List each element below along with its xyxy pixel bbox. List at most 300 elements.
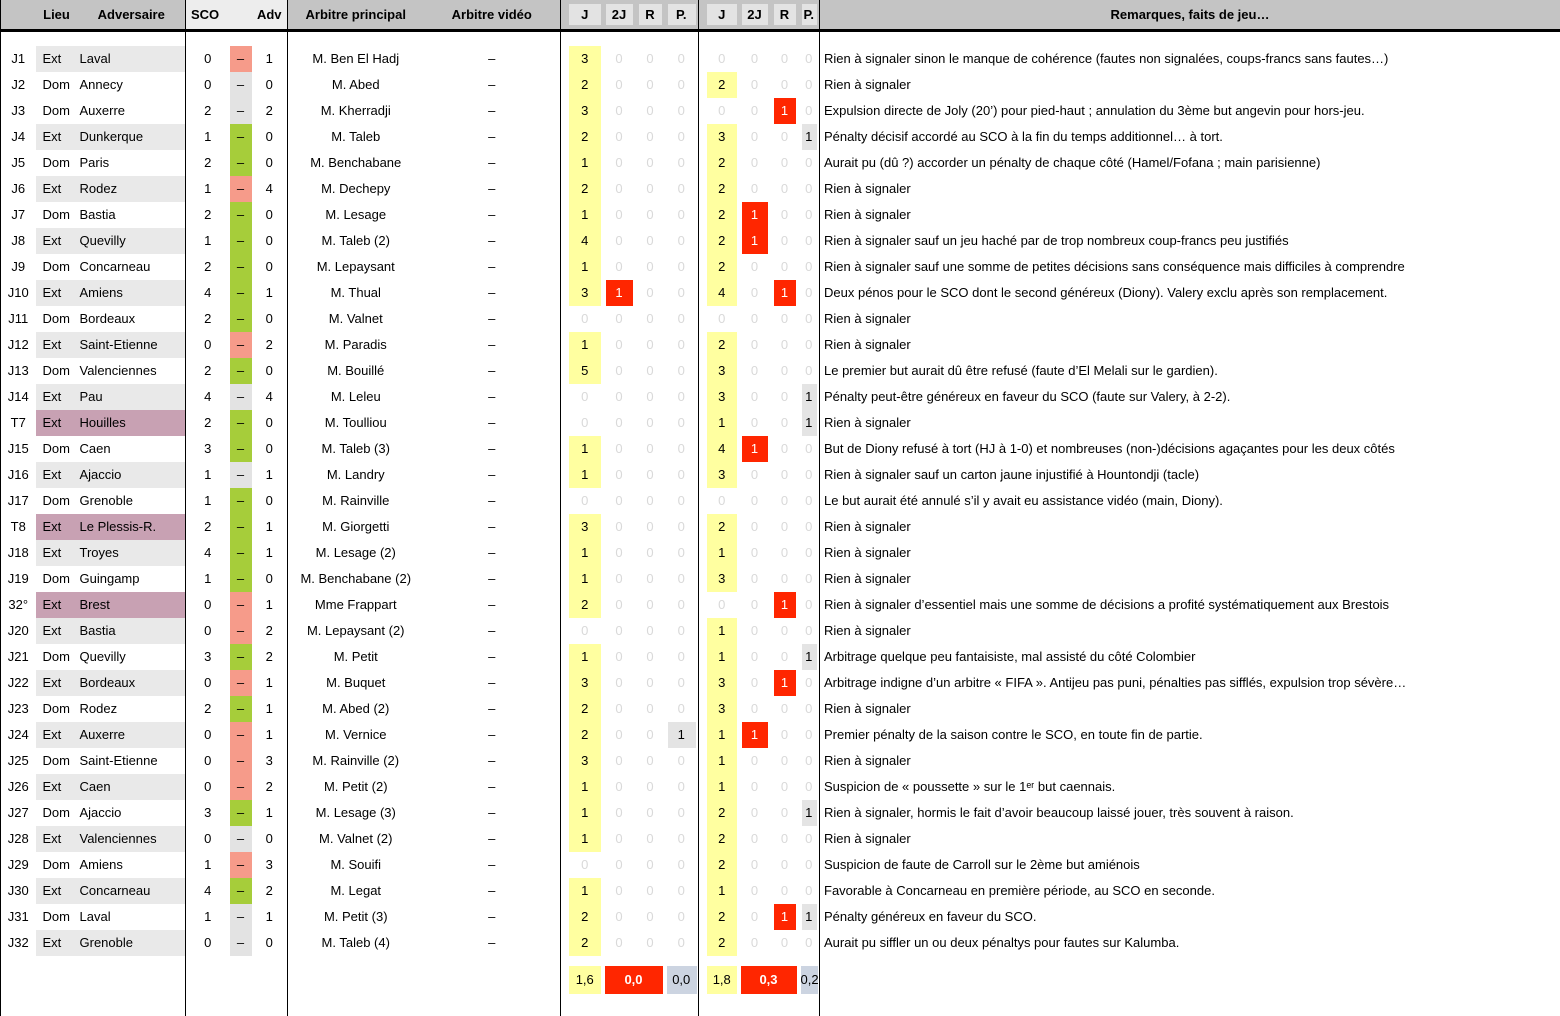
sco-score: 1	[186, 124, 230, 150]
sco-card-r: 0	[636, 306, 665, 332]
sco-card-j: 3	[561, 748, 603, 774]
adv-card-2j: 0	[739, 592, 771, 618]
sco-score: 0	[186, 748, 230, 774]
header-sco: SCO	[186, 0, 230, 30]
adversaire-cell: Guingamp	[78, 566, 186, 592]
sco-card-2j: 0	[603, 930, 636, 956]
score-separator: –	[230, 540, 252, 566]
adv-card-2j: 0	[739, 904, 771, 930]
lieu-cell: Ext	[36, 410, 78, 436]
match-label: J16	[1, 462, 36, 488]
adv-card-j: 0	[699, 592, 739, 618]
sco-card-p: 0	[665, 488, 699, 514]
lieu-cell: Dom	[36, 488, 78, 514]
score-separator: –	[230, 46, 252, 72]
adv-score: 0	[252, 826, 288, 852]
adv-card-p: 0	[799, 332, 820, 358]
sco-card-2j: 0	[603, 202, 636, 228]
arbitre-video-cell: –	[424, 644, 561, 670]
lieu-cell: Dom	[36, 306, 78, 332]
adv-card-p: 0	[799, 618, 820, 644]
sco-card-2j: 0	[603, 410, 636, 436]
sco-card-p: 0	[665, 202, 699, 228]
sco-card-j: 1	[561, 800, 603, 826]
adv-card-r: 0	[771, 332, 799, 358]
lieu-cell: Dom	[36, 202, 78, 228]
lieu-cell: Ext	[36, 46, 78, 72]
summary-adversaire-cell	[78, 966, 186, 994]
score-separator: –	[230, 332, 252, 358]
header-arbitre-video: Arbitre vidéo	[424, 0, 561, 30]
match-row	[1, 514, 1560, 540]
match-row	[1, 306, 1560, 332]
score-separator: –	[230, 410, 252, 436]
arbitre-principal-cell: M. Paradis	[288, 332, 424, 358]
adv-card-p: 0	[799, 306, 820, 332]
adv-card-r: 1	[771, 280, 799, 306]
sco-card-j: 2	[561, 176, 603, 202]
match-label: J25	[1, 748, 36, 774]
lieu-cell: Ext	[36, 228, 78, 254]
summary-adv-red-avg: 0,3	[739, 966, 799, 994]
match-label: J10	[1, 280, 36, 306]
adv-score: 1	[252, 280, 288, 306]
remark-cell: Rien à signaler	[820, 696, 1560, 722]
adv-score: 0	[252, 254, 288, 280]
adv-card-p: 1	[799, 800, 820, 826]
arbitre-principal-cell: Mme Frappart	[288, 592, 424, 618]
sco-score: 1	[186, 176, 230, 202]
arbitre-video-cell: –	[424, 696, 561, 722]
arbitre-video-cell: –	[424, 202, 561, 228]
adv-card-2j: 1	[739, 436, 771, 462]
sco-card-j: 1	[561, 540, 603, 566]
adv-card-j: 2	[699, 176, 739, 202]
sco-card-2j: 0	[603, 774, 636, 800]
lieu-cell: Dom	[36, 566, 78, 592]
sco-score: 4	[186, 280, 230, 306]
sco-card-r: 0	[636, 410, 665, 436]
lieu-cell: Ext	[36, 540, 78, 566]
match-row	[1, 46, 1560, 72]
remark-cell: But de Diony refusé à tort (HJ à 1-0) et nombreuses (non-)décisions agaçantes pour les deux côtés	[820, 436, 1560, 462]
sco-card-r: 0	[636, 280, 665, 306]
arbitre-principal-cell: M. Landry	[288, 462, 424, 488]
adv-card-j: 1	[699, 410, 739, 436]
header-adv-p: P.	[799, 0, 820, 30]
adv-card-j: 2	[699, 202, 739, 228]
remark-cell: Rien à signaler	[820, 176, 1560, 202]
arbitre-principal-cell: M. Legat	[288, 878, 424, 904]
sco-card-r: 0	[636, 748, 665, 774]
sco-score: 0	[186, 722, 230, 748]
adv-card-r: 0	[771, 488, 799, 514]
adversaire-cell: Ajaccio	[78, 800, 186, 826]
sco-score: 0	[186, 592, 230, 618]
match-row	[1, 800, 1560, 826]
adv-card-j: 2	[699, 72, 739, 98]
score-separator: –	[230, 774, 252, 800]
sco-card-p: 0	[665, 748, 699, 774]
score-separator: –	[230, 72, 252, 98]
spacer-row	[1, 956, 1560, 966]
sco-card-p: 0	[665, 358, 699, 384]
arbitre-principal-cell: M. Abed	[288, 72, 424, 98]
adv-card-j: 3	[699, 124, 739, 150]
match-label: J17	[1, 488, 36, 514]
adv-score: 1	[252, 592, 288, 618]
sco-card-2j: 0	[603, 176, 636, 202]
sco-card-2j: 0	[603, 800, 636, 826]
summary-sco-yellow-avg: 1,6	[561, 966, 603, 994]
sco-card-r: 0	[636, 774, 665, 800]
sco-card-p: 0	[665, 826, 699, 852]
score-separator: –	[230, 670, 252, 696]
adversaire-cell: Valenciennes	[78, 826, 186, 852]
adv-score: 1	[252, 462, 288, 488]
arbitre-video-cell: –	[424, 566, 561, 592]
lieu-cell: Dom	[36, 436, 78, 462]
match-row	[1, 930, 1560, 956]
lieu-cell: Ext	[36, 774, 78, 800]
remark-cell: Suspicion de faute de Carroll sur le 2ème but amiénois	[820, 852, 1560, 878]
remark-cell: Rien à signaler, hormis le fait d’avoir beaucoup laissé jouer, très souvent à raison.	[820, 800, 1560, 826]
sco-card-p: 0	[665, 124, 699, 150]
adv-card-2j: 0	[739, 618, 771, 644]
match-label: J2	[1, 72, 36, 98]
arbitre-video-cell: –	[424, 774, 561, 800]
sco-card-j: 1	[561, 254, 603, 280]
remark-cell: Rien à signaler	[820, 72, 1560, 98]
arbitre-video-cell: –	[424, 462, 561, 488]
match-row	[1, 150, 1560, 176]
sco-card-j: 0	[561, 384, 603, 410]
sco-card-p: 0	[665, 566, 699, 592]
adv-card-r: 0	[771, 852, 799, 878]
header-adv: Adv	[252, 0, 288, 30]
adv-card-p: 0	[799, 436, 820, 462]
arbitre-video-cell: –	[424, 748, 561, 774]
adv-score: 3	[252, 852, 288, 878]
adv-card-j: 2	[699, 800, 739, 826]
match-row	[1, 852, 1560, 878]
sco-score: 4	[186, 540, 230, 566]
score-separator: –	[230, 644, 252, 670]
score-separator: –	[230, 826, 252, 852]
arbitre-principal-cell: M. Valnet	[288, 306, 424, 332]
arbitre-principal-cell: M. Taleb (4)	[288, 930, 424, 956]
sco-card-j: 0	[561, 852, 603, 878]
adv-score: 0	[252, 488, 288, 514]
remark-cell: Arbitrage indigne d’un arbitre « FIFA ». Antijeu pas puni, pénalties pas sifflés, expulsion trop sévère…	[820, 670, 1560, 696]
score-separator: –	[230, 462, 252, 488]
adv-card-2j: 0	[739, 124, 771, 150]
adv-score: 1	[252, 514, 288, 540]
adv-card-p: 0	[799, 774, 820, 800]
arbitre-video-cell: –	[424, 150, 561, 176]
sco-card-j: 0	[561, 306, 603, 332]
adv-card-2j: 0	[739, 462, 771, 488]
adv-card-r: 0	[771, 800, 799, 826]
match-rows	[1, 30, 1560, 966]
header-sep	[230, 0, 252, 30]
sco-card-r: 0	[636, 800, 665, 826]
adv-score: 0	[252, 150, 288, 176]
match-row	[1, 332, 1560, 358]
adv-card-r: 0	[771, 878, 799, 904]
match-row	[1, 878, 1560, 904]
adv-card-2j: 0	[739, 306, 771, 332]
adv-card-r: 1	[771, 592, 799, 618]
adv-card-j: 1	[699, 618, 739, 644]
arbitre-video-cell: –	[424, 72, 561, 98]
score-separator: –	[230, 618, 252, 644]
adv-score: 0	[252, 436, 288, 462]
lieu-cell: Dom	[36, 254, 78, 280]
sco-score: 2	[186, 98, 230, 124]
remark-cell: Rien à signaler sauf un jeu haché par de trop nombreux coup-francs peu justifiés	[820, 228, 1560, 254]
sco-card-r: 0	[636, 124, 665, 150]
sco-card-r: 0	[636, 228, 665, 254]
adversaire-cell: Laval	[78, 46, 186, 72]
arbitre-principal-cell: M. Lesage (2)	[288, 540, 424, 566]
sco-card-2j: 0	[603, 696, 636, 722]
remark-cell: Deux pénos pour le SCO dont le second généreux (Diony). Valery exclu après son remplacement.	[820, 280, 1560, 306]
arbitre-video-cell: –	[424, 46, 561, 72]
match-label: J11	[1, 306, 36, 332]
lieu-cell: Ext	[36, 722, 78, 748]
adv-card-p: 0	[799, 202, 820, 228]
match-label: J9	[1, 254, 36, 280]
remark-cell: Rien à signaler	[820, 306, 1560, 332]
sco-score: 2	[186, 410, 230, 436]
remark-cell: Aurait pu siffler un ou deux pénaltys pour fautes sur Kalumba.	[820, 930, 1560, 956]
remark-cell: Rien à signaler sinon le manque de cohérence (fautes non signalées, coups-francs sans fautes…)	[820, 46, 1560, 72]
remark-cell: Rien à signaler	[820, 826, 1560, 852]
adv-card-r: 0	[771, 358, 799, 384]
adv-score: 2	[252, 98, 288, 124]
lieu-cell: Ext	[36, 462, 78, 488]
sco-card-r: 0	[636, 384, 665, 410]
arbitre-principal-cell: M. Souifi	[288, 852, 424, 878]
adv-card-r: 0	[771, 72, 799, 98]
summary-sco-penalty-avg: 0,0	[665, 966, 699, 994]
adv-card-2j: 0	[739, 176, 771, 202]
sco-card-2j: 0	[603, 514, 636, 540]
adv-card-r: 0	[771, 540, 799, 566]
adv-score: 0	[252, 124, 288, 150]
sco-card-p: 0	[665, 878, 699, 904]
arbitre-principal-cell: M. Taleb	[288, 124, 424, 150]
arbitre-video-cell: –	[424, 98, 561, 124]
adv-card-p: 0	[799, 72, 820, 98]
sco-card-r: 0	[636, 904, 665, 930]
lieu-cell: Ext	[36, 618, 78, 644]
adv-card-2j: 0	[739, 930, 771, 956]
remark-cell: Rien à signaler	[820, 618, 1560, 644]
adv-card-r: 0	[771, 410, 799, 436]
sco-score: 3	[186, 800, 230, 826]
sco-card-j: 2	[561, 124, 603, 150]
lieu-cell: Dom	[36, 748, 78, 774]
adv-card-p: 0	[799, 852, 820, 878]
adversaire-cell: Ajaccio	[78, 462, 186, 488]
header-sco-2j: 2J	[603, 0, 636, 30]
adv-card-2j: 0	[739, 852, 771, 878]
adv-score: 4	[252, 384, 288, 410]
adversaire-cell: Quevilly	[78, 228, 186, 254]
adversaire-cell: Auxerre	[78, 98, 186, 124]
adversaire-cell: Bastia	[78, 618, 186, 644]
adv-card-2j: 0	[739, 410, 771, 436]
score-separator: –	[230, 930, 252, 956]
score-separator: –	[230, 722, 252, 748]
sco-score: 0	[186, 826, 230, 852]
adversaire-cell: Annecy	[78, 72, 186, 98]
adv-card-r: 0	[771, 644, 799, 670]
match-row	[1, 124, 1560, 150]
adv-card-r: 0	[771, 774, 799, 800]
match-label: J8	[1, 228, 36, 254]
adv-card-r: 0	[771, 436, 799, 462]
lieu-cell: Dom	[36, 358, 78, 384]
adv-score: 0	[252, 410, 288, 436]
remark-cell: Premier pénalty de la saison contre le SCO, en toute fin de partie.	[820, 722, 1560, 748]
sco-card-j: 2	[561, 72, 603, 98]
arbitre-video-cell: –	[424, 800, 561, 826]
adversaire-cell: Paris	[78, 150, 186, 176]
adv-card-j: 1	[699, 540, 739, 566]
adv-card-j: 4	[699, 436, 739, 462]
score-separator: –	[230, 436, 252, 462]
match-label: T8	[1, 514, 36, 540]
sco-card-r: 0	[636, 696, 665, 722]
adv-card-j: 3	[699, 358, 739, 384]
adv-card-r: 0	[771, 826, 799, 852]
arbitre-video-cell: –	[424, 228, 561, 254]
adversaire-cell: Houilles	[78, 410, 186, 436]
adv-card-j: 2	[699, 514, 739, 540]
match-row	[1, 722, 1560, 748]
adv-card-j: 2	[699, 852, 739, 878]
sco-score: 0	[186, 332, 230, 358]
sco-card-r: 0	[636, 436, 665, 462]
match-row	[1, 202, 1560, 228]
adv-card-2j: 0	[739, 332, 771, 358]
sco-card-2j: 0	[603, 254, 636, 280]
match-row	[1, 358, 1560, 384]
sco-card-r: 0	[636, 150, 665, 176]
adv-card-2j: 0	[739, 540, 771, 566]
sco-card-2j: 0	[603, 644, 636, 670]
arbitre-principal-cell: M. Dechepy	[288, 176, 424, 202]
adversaire-cell: Saint-Etienne	[78, 332, 186, 358]
adversaire-cell: Rodez	[78, 696, 186, 722]
sco-card-r: 0	[636, 514, 665, 540]
score-separator: –	[230, 748, 252, 774]
adv-card-p: 0	[799, 670, 820, 696]
lieu-cell: Dom	[36, 150, 78, 176]
adv-score: 1	[252, 722, 288, 748]
arbitre-video-cell: –	[424, 176, 561, 202]
sco-card-p: 0	[665, 306, 699, 332]
match-row	[1, 462, 1560, 488]
lieu-cell: Ext	[36, 592, 78, 618]
sco-card-2j: 0	[603, 540, 636, 566]
match-label: J3	[1, 98, 36, 124]
match-label: 32°	[1, 592, 36, 618]
arbitre-video-cell: –	[424, 670, 561, 696]
adversaire-cell: Concarneau	[78, 254, 186, 280]
adv-card-j: 3	[699, 384, 739, 410]
adv-card-r: 0	[771, 618, 799, 644]
sco-card-r: 0	[636, 72, 665, 98]
arbitre-principal-cell: M. Petit	[288, 644, 424, 670]
adv-card-2j: 0	[739, 670, 771, 696]
score-separator: –	[230, 98, 252, 124]
sco-score: 1	[186, 228, 230, 254]
sco-card-j: 5	[561, 358, 603, 384]
remark-cell: Suspicion de « poussette » sur le 1ᵉʳ but caennais.	[820, 774, 1560, 800]
adv-card-r: 0	[771, 930, 799, 956]
sco-card-p: 0	[665, 904, 699, 930]
adv-card-2j: 0	[739, 748, 771, 774]
sco-card-j: 3	[561, 98, 603, 124]
sco-card-2j: 0	[603, 46, 636, 72]
match-row	[1, 98, 1560, 124]
summary-adv-penalty-avg: 0,2	[799, 966, 820, 994]
score-separator: –	[230, 566, 252, 592]
summary-lieu-cell	[36, 966, 78, 994]
sco-score: 4	[186, 384, 230, 410]
adv-card-j: 0	[699, 98, 739, 124]
adv-score: 1	[252, 800, 288, 826]
adversaire-cell: Bordeaux	[78, 306, 186, 332]
summary-remark-cell	[820, 966, 1560, 994]
adv-card-2j: 0	[739, 72, 771, 98]
arbitre-video-cell: –	[424, 124, 561, 150]
remark-cell: Pénalty peut-être généreux en faveur du SCO (faute sur Valery, à 2-2).	[820, 384, 1560, 410]
adversaire-cell: Rodez	[78, 176, 186, 202]
sco-card-r: 0	[636, 488, 665, 514]
adv-card-j: 2	[699, 904, 739, 930]
arbitre-principal-cell: M. Abed (2)	[288, 696, 424, 722]
sco-card-r: 0	[636, 462, 665, 488]
adversaire-cell: Caen	[78, 774, 186, 800]
lieu-cell: Ext	[36, 670, 78, 696]
adv-card-r: 0	[771, 514, 799, 540]
sco-card-j: 0	[561, 488, 603, 514]
adversaire-cell: Grenoble	[78, 488, 186, 514]
adv-card-2j: 0	[739, 280, 771, 306]
match-row	[1, 774, 1560, 800]
adversaire-cell: Brest	[78, 592, 186, 618]
header-sco-r: R	[636, 0, 665, 30]
adv-card-j: 2	[699, 150, 739, 176]
adv-card-p: 0	[799, 254, 820, 280]
remark-cell: Expulsion directe de Joly (20’) pour pied-haut ; annulation du 3ème but angevin pour hors-jeu.	[820, 98, 1560, 124]
sco-card-p: 0	[665, 410, 699, 436]
arbitre-principal-cell: M. Leleu	[288, 384, 424, 410]
match-label: J1	[1, 46, 36, 72]
sco-card-p: 0	[665, 98, 699, 124]
remark-cell: Le premier but aurait dû être refusé (faute d’El Melali sur le gardien).	[820, 358, 1560, 384]
sco-card-2j: 0	[603, 436, 636, 462]
sco-card-j: 2	[561, 904, 603, 930]
arbitre-principal-cell: M. Ben El Hadj	[288, 46, 424, 72]
adv-card-j: 2	[699, 254, 739, 280]
adv-card-r: 0	[771, 46, 799, 72]
